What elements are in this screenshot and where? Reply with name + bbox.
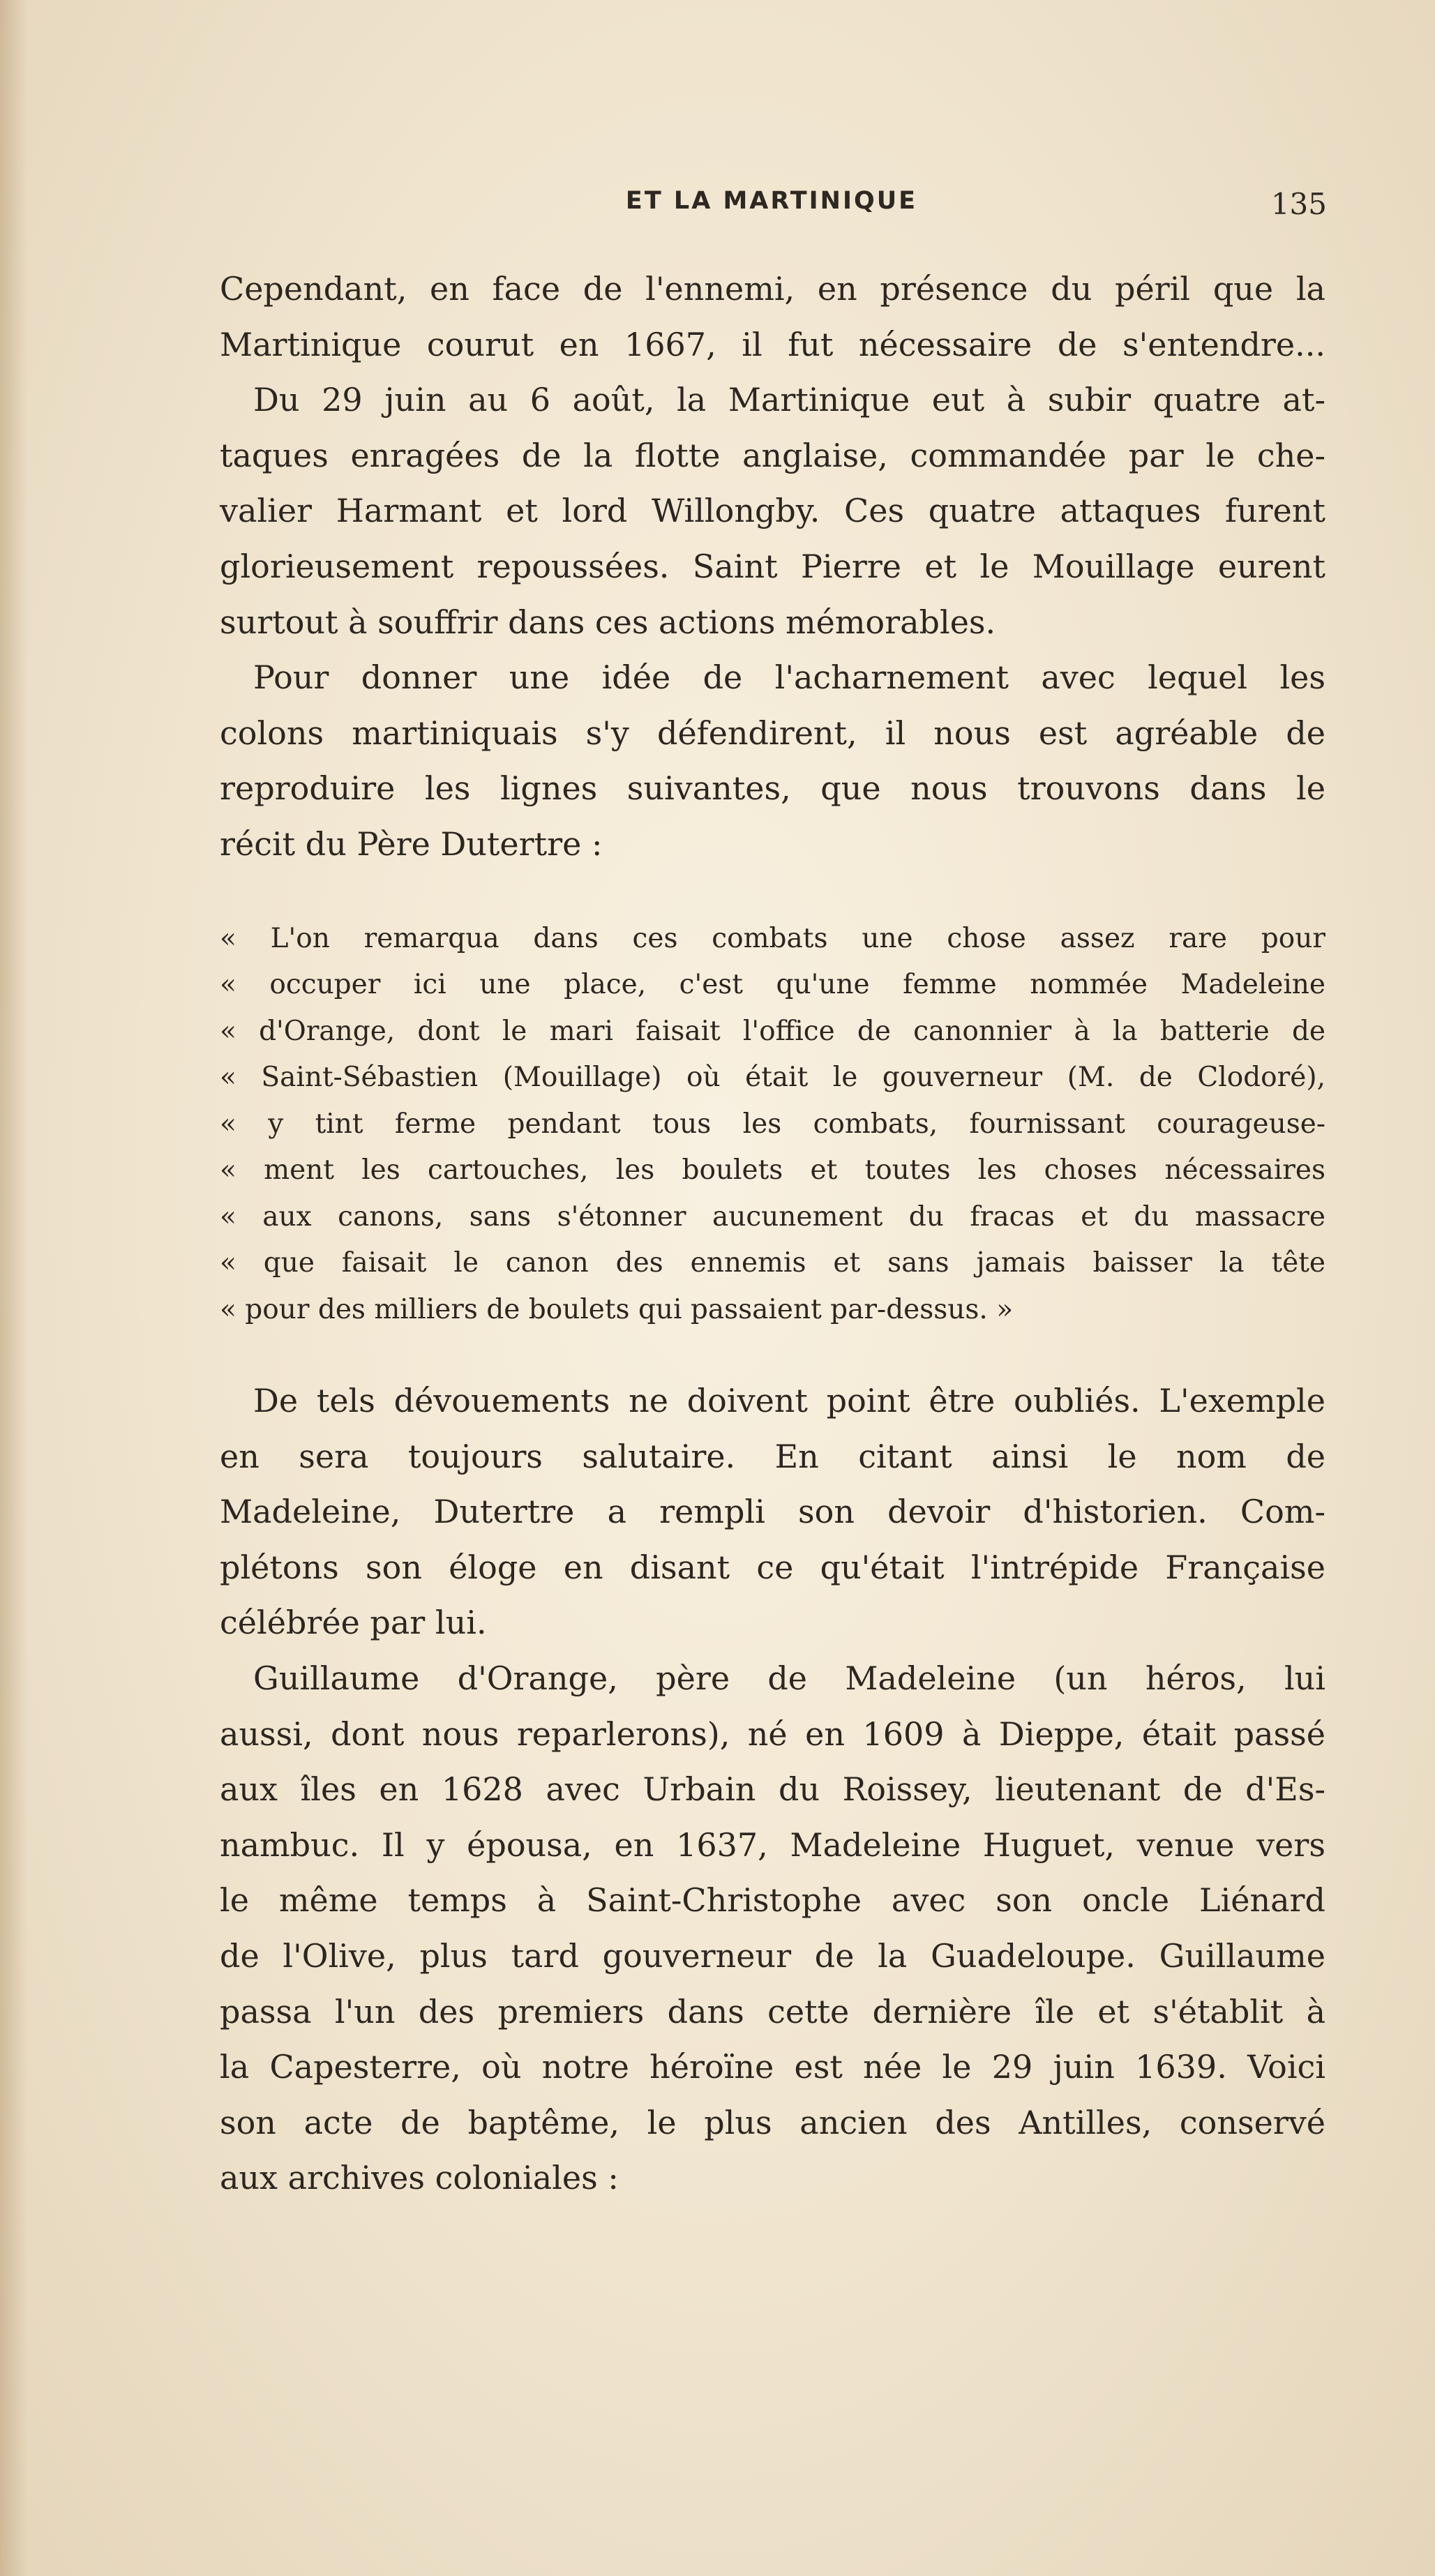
text-line: De tels dévouements ne doivent point être oubliés. L'exemple	[253, 1382, 1325, 1420]
text-line: son acte de baptême, le plus ancien des Antilles, conservé	[220, 2103, 1325, 2141]
text-line: Guillaume d'Orange, père de Madeleine (un héros, lui	[253, 1659, 1325, 1697]
text-line: aux archives coloniales :	[220, 2159, 619, 2197]
paragraph-2	[220, 650, 1325, 872]
text-line: le même temps à Saint-Christophe avec son oncle Liénard	[220, 1881, 1325, 1920]
text-line: surtout à souffrir dans ces actions mémorables.	[220, 603, 996, 641]
running-title: ET LA MARTINIQUE	[625, 187, 918, 215]
text-line: plétons son éloge en disant ce qu'était l'intrépide Française	[220, 1548, 1325, 1586]
text-line: Pour donner une idée de l'acharnement avec lequel les	[253, 658, 1325, 697]
text-line: en sera toujours salutaire. En citant ainsi le nom de	[220, 1437, 1325, 1475]
text-line: aussi, dont nous reparlerons), né en 1609 à Dieppe, était passé	[220, 1715, 1325, 1753]
quote-line: « pour des milliers de boulets qui passaient par-dessus. »	[220, 1293, 1014, 1325]
text-line: de l'Olive, plus tard gouverneur de la Guadeloupe. Guillaume	[220, 1936, 1325, 1975]
quote-line: « d'Orange, dont le mari faisait l'office de canonnier à la batterie de	[220, 1015, 1325, 1047]
text-line: Madeleine, Dutertre a rempli son devoir d'historien. Com-	[220, 1493, 1325, 1531]
text-line: nambuc. Il y épousa, en 1637, Madeleine Huguet, venue vers	[220, 1825, 1325, 1864]
quote-line: « L'on remarqua dans ces combats une chose assez rare pour	[220, 922, 1325, 954]
text-line: colons martiniquais s'y défendirent, il nous est agréable de	[220, 714, 1325, 752]
text-line: reproduire les lignes suivantes, que nous trouvons dans le	[220, 769, 1325, 808]
text-line: glorieusement repoussées. Saint Pierre et le Mouillage eurent	[220, 547, 1325, 585]
text-line: valier Harmant et lord Willongby. Ces quatre attaques furent	[220, 492, 1325, 530]
paragraph-1	[220, 262, 1325, 650]
text-line: célébrée par lui.	[220, 1604, 487, 1642]
text-line: aux îles en 1628 avec Urbain du Roissey, lieutenant de d'Es-	[220, 1770, 1325, 1809]
text-line: passa l'un des premiers dans cette dernière île et s'établit à	[220, 1992, 1325, 2031]
page-edge-shadow	[0, 0, 28, 2576]
quote-line: « que faisait le canon des ennemis et sans jamais baisser la tête	[220, 1247, 1325, 1279]
page-number: 135	[1270, 187, 1327, 221]
quote-line: « Saint-Sébastien (Mouillage) où était le gouverneur (M. de Clodoré),	[220, 1062, 1325, 1094]
text-line: Cependant, en face de l'ennemi, en présence du péril que la	[220, 270, 1325, 308]
dutertre-quotation	[220, 916, 1325, 1334]
quote-line: « occuper ici une place, c'est qu'une femme nommée Madeleine	[220, 969, 1325, 1001]
quote-line: « ment les cartouches, les boulets et toutes les choses nécessaires	[220, 1154, 1325, 1187]
text-line: récit du Père Dutertre :	[220, 824, 603, 863]
text-line: Du 29 juin au 6 août, la Martinique eut à subir quatre at-	[253, 381, 1325, 419]
paragraph-3	[220, 1373, 1325, 1651]
running-header	[216, 187, 1327, 229]
quote-line: « aux canons, sans s'étonner aucunement du fracas et du massacre	[220, 1200, 1325, 1233]
text-line: la Capesterre, où notre héroïne est née le 29 juin 1639. Voici	[220, 2048, 1325, 2086]
body-text	[220, 262, 1325, 2206]
text-line: taques enragées de la flotte anglaise, commandée par le che-	[220, 436, 1325, 474]
paragraph-4	[220, 1651, 1325, 2206]
text-line: Martinique courut en 1667, il fut nécessaire de s'entendre...	[220, 325, 1325, 363]
quote-line: « y tint ferme pendant tous les combats, fournissant courageuse-	[220, 1108, 1325, 1140]
